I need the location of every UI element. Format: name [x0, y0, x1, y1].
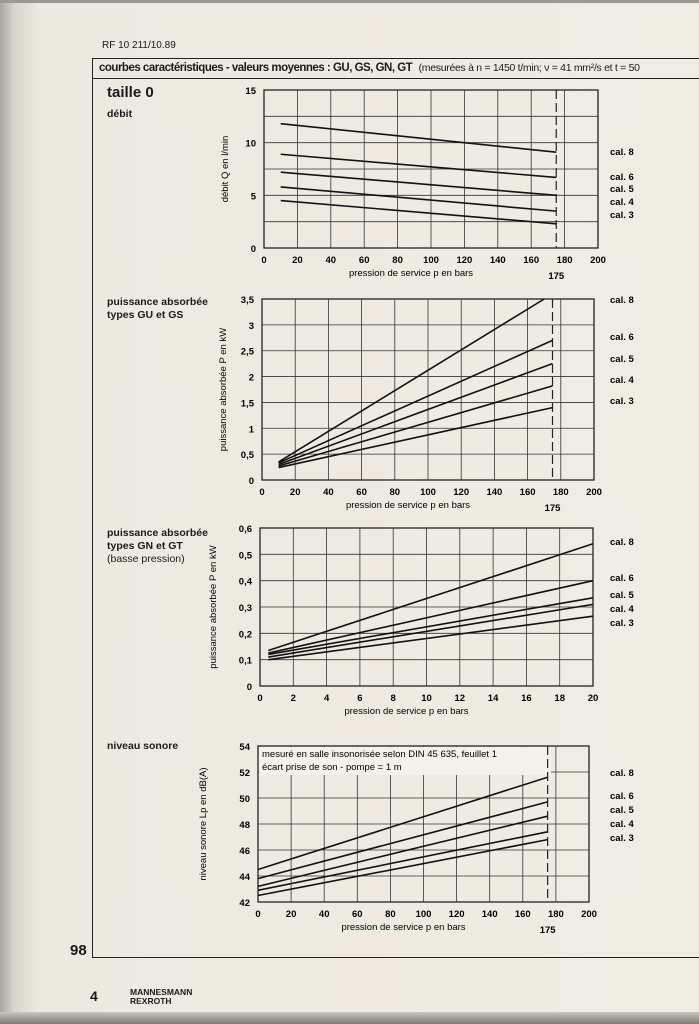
legend-label: cal. 6 — [610, 573, 634, 584]
y-tick-label: 3 — [248, 320, 254, 332]
x-tick-label: 60 — [356, 487, 367, 498]
x-tick-label: 14 — [487, 693, 499, 704]
x-tick-label: 120 — [453, 487, 470, 498]
x-tick-label: 20 — [285, 909, 297, 920]
y-tick-label: 44 — [239, 872, 250, 883]
legend-label: cal. 6 — [610, 791, 634, 802]
x-tick-label: 120 — [456, 255, 473, 266]
y-tick-label: 46 — [239, 846, 250, 857]
series-line-cal8 — [281, 124, 557, 152]
x-axis-label: pression de service p en bars — [341, 922, 466, 933]
series-line-cal6 — [281, 154, 557, 177]
y-axis-label: puissance absorbée P en kW — [208, 545, 219, 669]
x-tick-label: 140 — [489, 255, 506, 266]
series-line-cal8 — [268, 544, 593, 651]
y-tick-label: 0,4 — [238, 576, 252, 588]
x-tick-label: 140 — [486, 487, 503, 498]
annotation-text: mesuré en salle insonorisée selon DIN 45 635, feuillet 1 — [262, 749, 497, 760]
x-tick-label: 40 — [318, 909, 330, 920]
legend-label: cal. 3 — [610, 618, 634, 629]
x-tick-label: 80 — [392, 255, 403, 266]
legend-label: cal. 6 — [610, 332, 634, 343]
legend-label: cal. 5 — [610, 354, 634, 365]
series-line-cal8 — [279, 299, 545, 462]
brand-line: REXROTH — [130, 996, 172, 1006]
y-tick-label: 0,3 — [238, 603, 252, 614]
document-reference: RF 10 211/10.89 — [102, 40, 176, 51]
series-line-cal6 — [268, 581, 593, 653]
y-tick-label: 2 — [248, 372, 254, 384]
x-tick-label: 16 — [521, 693, 532, 704]
page-ref-number: 98 — [70, 942, 87, 959]
x-tick-label: 20 — [587, 693, 599, 704]
series-line-cal3 — [281, 201, 557, 224]
x-tick-label: 160 — [514, 909, 531, 920]
y-tick-label: 52 — [239, 768, 250, 779]
size-label: taille 0 — [107, 84, 154, 101]
label-line: puissance absorbée — [107, 527, 208, 539]
legend-label: cal. 5 — [610, 590, 634, 601]
limit-marker-label: 175 — [548, 271, 565, 282]
legend-label: cal. 5 — [610, 805, 634, 816]
legend-label: cal. 3 — [610, 396, 634, 407]
y-tick-label: 42 — [239, 898, 250, 909]
label-line: types GN et GT — [107, 540, 183, 552]
x-tick-label: 0 — [257, 693, 263, 704]
x-tick-label: 40 — [323, 487, 334, 498]
y-tick-label: 0,1 — [238, 655, 252, 667]
x-tick-label: 100 — [415, 909, 432, 920]
x-tick-label: 40 — [325, 255, 337, 266]
x-tick-label: 200 — [590, 255, 606, 266]
y-tick-label: 54 — [239, 742, 250, 753]
noise-label: niveau sonore — [107, 740, 179, 752]
series-line-cal6 — [279, 340, 553, 463]
x-tick-label: 6 — [357, 693, 363, 704]
legend-label: cal. 4 — [610, 604, 634, 615]
header-conditions: (mesurées à n = 1450 t/min; ν = 41 mm²/s et t = 50 — [418, 62, 640, 74]
x-tick-label: 10 — [421, 693, 432, 704]
y-tick-label: 5 — [250, 191, 256, 203]
legend-label: cal. 8 — [610, 768, 634, 779]
scan-bottom-edge — [0, 1012, 699, 1024]
x-tick-label: 0 — [259, 487, 265, 498]
chart-1 — [220, 86, 634, 282]
y-tick-label: 0 — [246, 682, 252, 693]
chart-2 — [218, 295, 634, 514]
legend-label: cal. 8 — [610, 295, 634, 306]
x-tick-label: 180 — [556, 255, 573, 266]
x-tick-label: 180 — [547, 909, 564, 920]
x-tick-label: 100 — [423, 255, 439, 266]
x-tick-label: 20 — [289, 487, 301, 498]
x-tick-label: 160 — [519, 487, 536, 498]
x-tick-label: 80 — [389, 487, 401, 498]
legend-label: cal. 8 — [610, 147, 634, 158]
x-tick-label: 20 — [292, 255, 303, 266]
x-tick-label: 140 — [481, 909, 498, 920]
series-line-cal8 — [258, 777, 548, 869]
y-tick-label: 0 — [250, 244, 256, 255]
legend-label: cal. 3 — [610, 833, 634, 844]
x-tick-label: 160 — [523, 255, 540, 266]
x-tick-label: 100 — [420, 487, 436, 498]
x-tick-label: 120 — [448, 909, 465, 920]
y-tick-label: 2,5 — [240, 346, 254, 358]
y-tick-label: 0,2 — [238, 629, 252, 641]
x-tick-label: 4 — [323, 693, 330, 704]
x-tick-label: 80 — [385, 909, 396, 920]
x-tick-label: 200 — [581, 909, 597, 920]
x-axis-label: pression de service p en bars — [345, 500, 471, 511]
legend-label: cal. 6 — [610, 172, 634, 183]
y-tick-label: 0 — [248, 476, 254, 487]
x-tick-label: 2 — [290, 693, 296, 704]
y-axis-label: débit Q en l/min — [220, 135, 231, 203]
x-tick-label: 0 — [261, 255, 267, 266]
x-tick-label: 18 — [554, 693, 565, 704]
y-tick-label: 3,5 — [240, 295, 254, 306]
header-title: courbes caractéristiques - valeurs moyennes : GU, GS, GN, GT — [99, 62, 413, 74]
page-number: 4 — [90, 988, 98, 1004]
x-tick-label: 180 — [552, 487, 569, 498]
chart-3 — [208, 524, 634, 717]
x-axis-label: pression de service p en bars — [344, 706, 469, 717]
x-tick-label: 8 — [390, 693, 396, 704]
y-tick-label: 50 — [239, 794, 250, 805]
y-tick-label: 15 — [245, 86, 256, 97]
y-tick-label: 0,6 — [238, 524, 252, 535]
series-line-cal5 — [268, 598, 593, 655]
annotation-text: écart prise de son - pompe = 1 m — [262, 762, 402, 773]
x-tick-label: 0 — [255, 909, 261, 920]
legend-label: cal. 5 — [610, 184, 634, 195]
y-axis-label: niveau sonore Lp en dB(A) — [198, 767, 209, 881]
y-tick-label: 48 — [239, 820, 250, 831]
x-tick-label: 12 — [454, 693, 466, 704]
chart-4 — [198, 742, 634, 936]
x-tick-label: 200 — [586, 487, 602, 498]
series-line-cal4 — [281, 187, 557, 211]
brand-logo — [130, 988, 192, 1006]
label-line: (basse pression) — [107, 553, 185, 565]
y-tick-label: 10 — [245, 138, 256, 150]
x-tick-label: 60 — [352, 909, 363, 920]
y-tick-label: 1 — [248, 424, 254, 436]
series-line-cal3 — [268, 616, 593, 659]
legend-label: cal. 8 — [610, 537, 634, 548]
series-line-cal5 — [281, 172, 557, 195]
y-tick-label: 0,5 — [240, 450, 254, 462]
limit-marker-label: 175 — [544, 503, 561, 514]
y-tick-label: 1,5 — [240, 398, 254, 410]
limit-marker-label: 175 — [539, 925, 556, 936]
flow-label: débit — [107, 108, 133, 120]
x-tick-label: 60 — [358, 255, 370, 266]
x-axis-label: pression de service p en bars — [348, 268, 474, 279]
legend-label: cal. 4 — [610, 819, 634, 830]
legend-label: cal. 4 — [610, 375, 634, 386]
y-tick-label: 0,5 — [238, 550, 252, 562]
series-line-cal4 — [268, 604, 593, 657]
legend-label: cal. 4 — [610, 197, 634, 208]
brand-line: MANNESMANN — [130, 987, 193, 997]
y-axis-label: puissance absorbée P en kW — [218, 327, 229, 452]
legend-label: cal. 3 — [610, 210, 634, 221]
label-line: puissance absorbée — [107, 296, 208, 308]
label-line: types GU et GS — [107, 309, 184, 321]
